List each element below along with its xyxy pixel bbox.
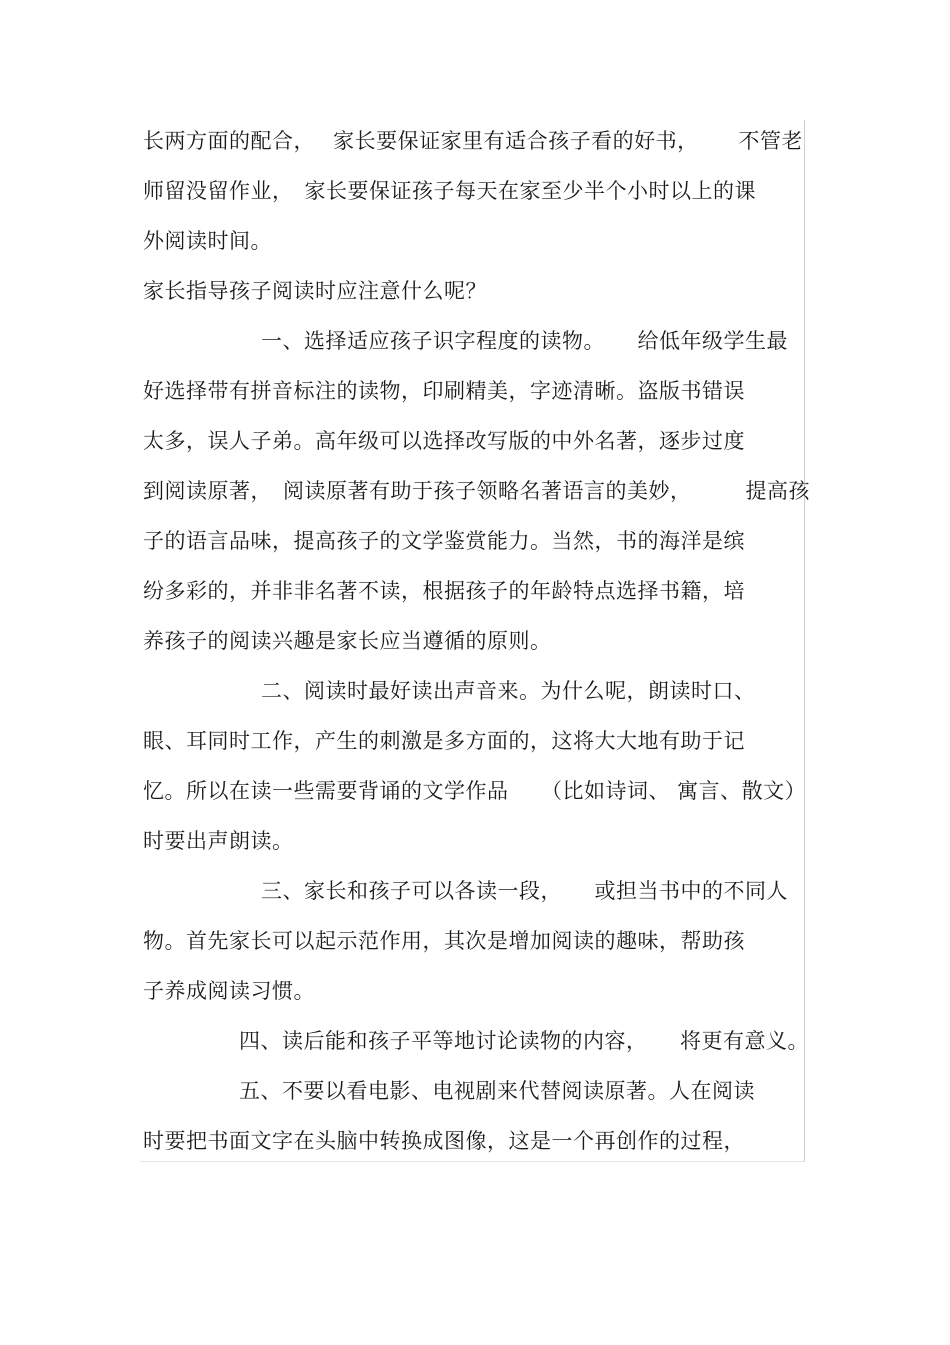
text-line (143, 716, 813, 766)
text-line-content: 一、选择适应孩子识字程度的读物。 给低年级学生最 (261, 329, 788, 353)
text-line-content: 到阅读原著， 阅读原著有助于孩子领略名著语言的美妙， 提高孩 (143, 479, 810, 503)
text-line (143, 216, 813, 266)
text-line (143, 1116, 813, 1166)
text-line-content: 好选择带有拼音标注的读物，印刷精美，字迹清晰。盗版书错误 (143, 379, 745, 403)
text-line (143, 416, 813, 466)
text-line-content: 纷多彩的，并非非名著不读，根据孩子的年龄特点选择书籍，培 (143, 579, 745, 603)
section-question (143, 266, 813, 316)
text-line (143, 466, 813, 516)
text-line-content: 时要把书面文字在头脑中转换成图像，这是一个再创作的过程， (143, 1129, 745, 1153)
text-line-content: 长两方面的配合， 家长要保证家里有适合孩子看的好书， 不管老 (143, 129, 803, 153)
text-line-content: 外阅读时间。 (143, 229, 272, 253)
text-line (143, 916, 813, 966)
paragraph-4 (143, 1016, 813, 1066)
text-line (143, 816, 813, 866)
text-line (143, 116, 813, 166)
text-line (143, 516, 813, 566)
text-line (143, 366, 813, 416)
text-line-content: 师留没留作业， 家长要保证孩子每天在家至少半个小时以上的课 (143, 179, 756, 203)
text-line (143, 766, 813, 816)
text-line-content: 五、不要以看电影、电视剧来代替阅读原著。人在阅读 (239, 1079, 755, 1103)
text-line (143, 966, 813, 1016)
text-line-content: 家长指导孩子阅读时应注意什么呢？ (143, 279, 487, 303)
text-line-content: 物。首先家长可以起示范作用，其次是增加阅读的趣味，帮助孩 (143, 929, 745, 953)
text-line-content: 二、阅读时最好读出声音来。为什么呢，朗读时口、 (261, 679, 756, 703)
text-line-content: 眼、耳同时工作，产生的刺激是多方面的，这将大大地有助于记 (143, 729, 745, 753)
text-line (143, 616, 813, 666)
text-line-content: 养孩子的阅读兴趣是家长应当遵循的原则。 (143, 629, 552, 653)
paragraph-3-start (143, 866, 813, 916)
text-line-content: 子养成阅读习惯。 (143, 979, 315, 1003)
text-line-content: 忆。所以在读一些需要背诵的文学作品 （比如诗词、 寓言、散文） (143, 779, 807, 803)
text-line-content: 时要出声朗读。 (143, 829, 294, 853)
text-line (143, 166, 813, 216)
text-line-content: 子的语言品味，提高孩子的文学鉴赏能力。当然，书的海洋是缤 (143, 529, 745, 553)
paragraph-1-start (143, 316, 813, 366)
paragraph-2-start (143, 666, 813, 716)
text-line (143, 566, 813, 616)
text-line-content: 三、家长和孩子可以各读一段， 或担当书中的不同人 (261, 879, 788, 903)
text-line-content: 太多，误人子弟。高年级可以选择改写版的中外名著，逐步过度 (143, 429, 745, 453)
paragraph-5-start (143, 1066, 813, 1116)
text-line-content: 四、读后能和孩子平等地讨论读物的内容， 将更有意义。 (239, 1029, 809, 1053)
document-body (143, 116, 813, 1166)
